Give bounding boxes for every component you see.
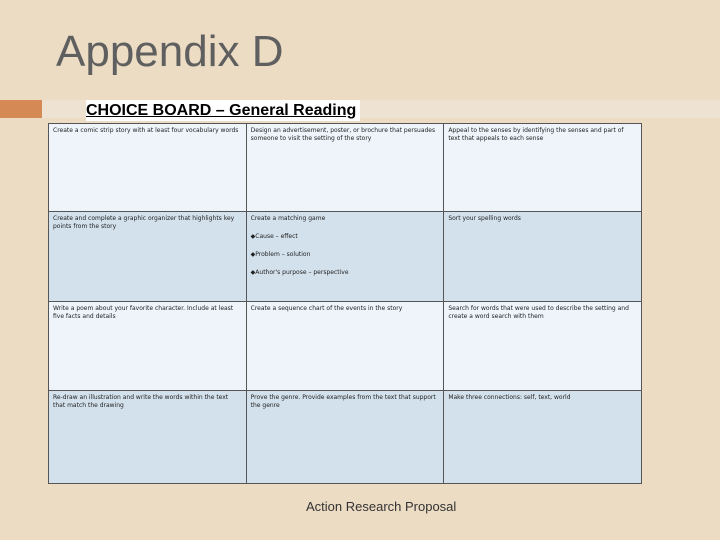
table-row: [49, 302, 642, 391]
table-cell: Prove the genre. Provide examples from the text that support the genre: [246, 391, 444, 484]
table-row: [49, 212, 642, 302]
table-cell: Create a comic strip story with at least four vocabulary words: [49, 124, 247, 212]
bullet-text: Author's purpose – perspective: [255, 269, 349, 276]
cell-text: Create a matching game: [250, 215, 326, 222]
bullet-item: ◆Problem – solution: [250, 251, 311, 258]
table-cell: Make three connections: self, text, world: [444, 391, 642, 484]
table-cell: Write a poem about your favorite character. Include at least five facts and details: [49, 302, 247, 391]
table-cell: Sort your spelling words: [444, 212, 642, 302]
table-row: [49, 124, 642, 212]
table-cell: Re-draw an illustration and write the words within the text that match the drawing: [49, 391, 247, 484]
table-cell: [246, 212, 444, 302]
table-cell: Design an advertisement, poster, or brochure that persuades someone to visit the setting of the story: [246, 124, 444, 212]
board-subtitle: CHOICE BOARD – General Reading: [86, 100, 360, 121]
table-cell: Appeal to the senses by identifying the senses and part of text that appeals to each sense: [444, 124, 642, 212]
table-cell: Create a sequence chart of the events in the story: [246, 302, 444, 391]
choice-board-table: [48, 123, 642, 484]
slide-footer: Action Research Proposal: [306, 499, 457, 514]
bullet-item: ◆Author's purpose – perspective: [250, 269, 349, 276]
table-cell: Search for words that were used to describe the setting and create a word search with them: [444, 302, 642, 391]
bullet-text: Cause – effect: [255, 233, 298, 240]
title-bar-accent: [0, 100, 42, 118]
slide-title: Appendix D: [56, 27, 284, 76]
table-row: [49, 391, 642, 484]
table-cell: Create and complete a graphic organizer that highlights key points from the story: [49, 212, 247, 302]
bullet-item: ◆Cause – effect: [250, 233, 298, 240]
bullet-text: Problem – solution: [255, 251, 311, 258]
